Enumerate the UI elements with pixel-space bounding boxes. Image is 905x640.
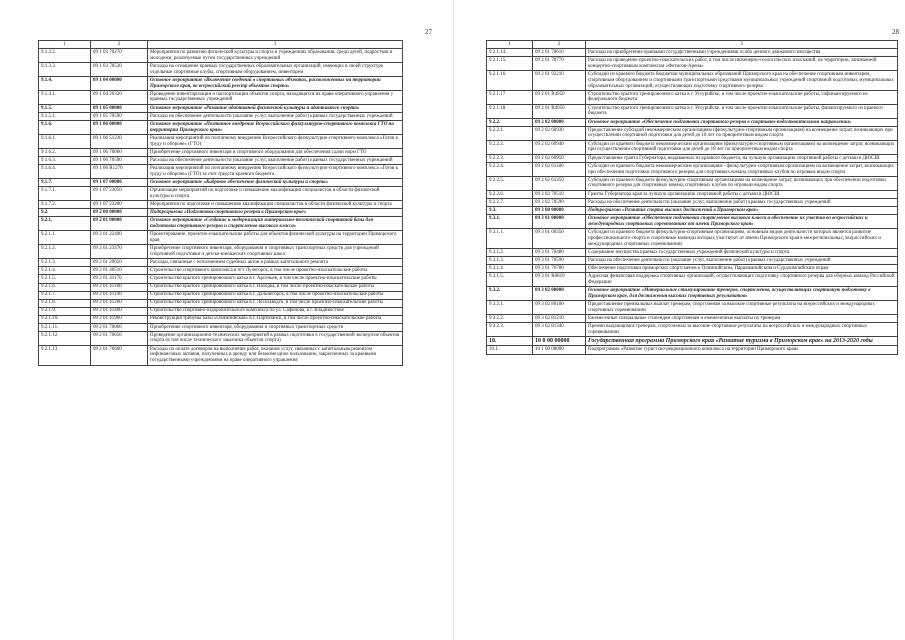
row-description: Строительство спортивно-оздоровительного комплекса по ул. Сафонова, в г. Владивостоке [148,307,403,315]
budget-table [486,40,898,355]
row-budget-code: 09 1 06 00000 [91,121,148,135]
table-row [487,257,898,265]
row-budget-code: 09 1 06 70590 [91,157,148,165]
table-row [487,140,898,154]
row-budget-code: 09 2 01 00000 [91,217,148,231]
row-code: 9.2.2.7. [487,199,533,207]
row-code: 9.3.1.1. [487,229,533,249]
table-row [39,299,403,307]
row-code: 9.2. [39,209,91,217]
row-description: Проведение организационно-технических мероприятий в рамках подготовки к государственной экспертизе объектов спорта (в том числе технического заказчика объектов спорта) [148,331,403,345]
row-budget-code: 09 1 06 70060 [91,149,148,157]
row-budget-code: 10 0 00 00000 [533,337,586,346]
row-code: 9.2.1.2. [39,245,91,259]
row-code: 9.2.1.7. [39,291,91,299]
row-code: 9.2.2. [487,118,533,126]
page-number: 27 [425,28,432,36]
row-description: Расходы на оснащение краевых государственных образовательных организаций, имеющих в своей структуре отдельные спортивные клубы, спортивным оборудованием, инвентарем [148,63,403,77]
table-row [487,154,898,162]
row-code: 9.3.2.2. [487,315,533,323]
row-description: Реконструкция трибуны базы «Олимпийская» в г. Партизанск, в том числе проектно-изыскательские работы [148,315,403,323]
row-description: Строительство крытого тренировочного катка в г. Лесозаводск, в том числе проектно-изыскательские работы [148,299,403,307]
row-code: 9.2.2.2. [487,140,533,154]
row-description: Приобретение спортивного инвентаря, оборудования и спортивных транспортных средств для учреждений спортивной подготовки и детско-юношеских спортивных школ [148,245,403,259]
row-description: Субсидии из краевого бюджета бюджетам муниципальных образований Приморского края на обеспечение спортивным инвентарем, спортивным оборудованием и спортивными транспортными средствами муниципальных учреждений спортивной подготовки, муниципальных образовательных организаций, осуществляющих подготовку спортивного резерва [586,71,898,91]
right-page [453,0,905,640]
table-row [487,207,898,215]
row-description: Строительство крытого тренировочного катка в г. Уссурийске, в том числе проектно-изыскательские работы, финансируемого из краевого бюджета [586,104,898,118]
row-description: Основное мероприятие «Поэтапное внедрение Всероссийского физкультурно-спортивного комплекса ГТО на территории Приморского края» [148,121,403,135]
row-description: Строительство спортивного комплекса в пгт Лучегорск, в том числе проектно-изыскательские работы [148,267,403,275]
row-description: Организация мероприятий по подготовке и повышению квалификации специалистов в области физической культуры и спорта [148,187,403,201]
row-budget-code: 09 1 06 R1270 [91,165,148,179]
row-budget-code: 09 2 01 70650 [91,331,148,345]
row-code: 9.1.5. [39,104,91,112]
row-description: Строительство крытого тренировочного катка в г. Находка, в том числе проектно-изыскательские работы [148,283,403,291]
row-description: Основное мероприятие «Создание и модернизация материально-технической спортивной базы для подготовки спортивного резерва и спортсменов высокого класса» [148,217,403,231]
row-code: 9.3.2.3. [487,323,533,337]
row-code: 9.3.1. [487,215,533,229]
table-row [487,215,898,229]
row-description: Мероприятия по развитию физической культуры и спорта в учреждениях образования, среди детей, подростков и молодежи, реализуемые путем государственных учреждений [148,49,403,63]
row-description: Премии выдающимся тренерам, спортсменам за высокие спортивные результаты на всероссийских и международных спортивных соревнованиях [586,323,898,337]
table-row [39,187,403,201]
table-row [39,209,403,217]
row-budget-code: 09 2 01 92210 [533,71,586,91]
row-description: Предоставление субсидий некоммерческим организациям (физкультурно-спортивным организациям) на возмещение затрат, возникающих при осуществлении спортивной подготовки для детей до 18 лет по приоритетным видам спорта [586,127,898,141]
row-code: 9.2.1.1. [39,231,91,245]
table-row [39,104,403,112]
row-code: 9.2.1.8. [39,299,91,307]
row-budget-code: 09 2 01 41400 [91,307,148,315]
table-row [39,165,403,179]
row-code: 9.1.6.1. [39,135,91,149]
row-budget-code: 09 3 01 70780 [533,265,586,273]
row-budget-code: 10 1 00 00000 [533,346,586,354]
row-budget-code: 09 2 01 R4950 [533,90,586,104]
row-code: 9.1.7.1. [39,187,91,201]
row-description: Субсидии из краевого бюджета некоммерческим организациям - физкультурно-спортивным организациям на возмещение затрат, возникающих при обеспечении подготовки спортивного резерва для спортивных команд спортивных клубов по игровым видам спорта [586,163,898,177]
table-row [39,201,403,209]
row-code: 9.2.2.1. [487,127,533,141]
row-budget-code: 09 2 02 70510 [533,190,586,198]
row-budget-code: 09 2 02 60940 [533,140,586,154]
row-code: 9.1.4.1. [39,90,91,104]
table-row [487,104,898,118]
row-code: 9.1.3.2. [39,49,91,63]
row-description: Основное мероприятие «Развитие адаптивной физической культуры и адаптивного спорта» [148,104,403,112]
row-budget-code: 09 1 06 51230 [91,135,148,149]
table-row [39,90,403,104]
table-row [487,249,898,257]
column-header: 3 [586,41,898,49]
row-code: 9.2.1.17. [487,90,533,104]
row-description: Предоставление гранта Губернатора, выдаваемых из краевого бюджета, на лучшую организацию спортивной работы с детьми в ДЮСШ [586,154,898,162]
table-row [487,229,898,249]
row-code: 9.2.1.16. [487,71,533,91]
table-row [39,77,403,91]
table-row [487,337,898,346]
row-description: Мероприятия по подготовке и повышению квалификации специалистов в области физической культуры и спорта [148,201,403,209]
row-code: 9.2.1.11. [39,323,91,331]
row-description: Основное мероприятие «Обеспечение подготовки спортивного резерва в спортивно-подготовительном направлении» [586,118,898,126]
row-description: Основное мероприятие «Обеспечение подготовки спортсменов высокого класса и обеспечение их участия во всероссийских и международных спортивных соревнованиях от имени Приморского края» [586,215,898,229]
row-code: 9.1.6.4. [39,165,91,179]
row-description: Проектирование, проектно-изыскательские работы для объектов физической культуры на территории Приморского края [148,231,403,245]
row-code: 9.1.6. [39,121,91,135]
row-description: Субсидии из краевого бюджета физкультурно-спортивным организациям на возмещение затрат, возникающих при обеспечении подготовки спортивного резерва для спортивных команд спортивных клубов по игровым видам спорта [586,176,898,190]
row-description: Расходы, связанные с исполнением судебных актов в рамках капитального ремонта [148,259,403,267]
row-budget-code: 09 3 01 00000 [533,215,586,229]
table-row [39,315,403,323]
row-code: 9.2.1.4. [39,267,91,275]
row-budget-code: 09 3 02 81210 [533,315,586,323]
row-description: Расходы на обеспечение деятельности (оказание услуг, выполнение работ) краевых государственных учреждений [586,199,898,207]
row-budget-code: 09 3 01 70590 [533,257,586,265]
row-budget-code: 09 2 02 60950 [533,154,586,162]
row-description: Строительство крытого тренировочного катка в г. Арсеньев, в том числе проектно-изыскательские работы [148,275,403,283]
row-budget-code: 09 2 01 41960 [91,315,148,323]
row-budget-code: 09 2 02 61350 [533,176,586,190]
row-code: 9.1.7.2. [39,201,91,209]
row-budget-code: 09 1 03 70520 [91,63,148,77]
table-row [487,273,898,287]
row-code: 9.3.2.1. [487,301,533,315]
row-budget-code: 09 1 05 70590 [91,113,148,121]
row-budget-code: 09 3 00 00000 [533,207,586,215]
table-row [39,267,403,275]
row-description: Государственная программа Приморского края «Развитие туризма в Приморском крае» на 2013-2020 годы [586,337,898,346]
row-code: 9.2.1.18. [487,104,533,118]
row-description: Содержание имущества краевых государственных учреждений физической культуры и спорта [586,249,898,257]
row-description: Расходы на приобретение краевыми государственными учреждениями особо ценного движимого имущества [586,49,898,57]
table-row [39,307,403,315]
table-row [39,149,403,157]
table-row [39,121,403,135]
table-row [39,275,403,283]
row-description: Субсидии из краевого бюджета некоммерческим организациям (физкультурно-спортивным организациям) на возмещение затрат, возникающих при осуществлении спортивной подготовки для детей до 18 лет по приоритетным видам спорта [586,140,898,154]
row-code: 9.1.6.2. [39,149,91,157]
row-code: 9.2.1. [39,217,91,231]
table-row [487,163,898,177]
row-budget-code: 09 2 01 70600 [91,345,148,365]
row-budget-code: 09 3 02 81340 [533,323,586,337]
row-budget-code: 09 2 00 00000 [91,209,148,217]
row-description: Расходы на проведение проектно-изыскательских работ, в том числе инженерно-геологических изысканий, на территории, занимаемой концертно-спортивным комплексом «Фетисов-Арена» [586,57,898,71]
table-row [39,49,403,63]
row-description: Приобретение спортивного инвентаря, оборудования и спортивных транспортных средств [148,323,403,331]
row-budget-code: 09 2 01 70770 [533,57,586,71]
page-number: 28 [892,28,899,36]
left-page [0,0,452,640]
row-budget-code: 09 2 02 70590 [533,199,586,207]
row-code: 9.2.1.10. [39,315,91,323]
table-row [39,135,403,149]
table-row [39,345,403,365]
table-row [487,346,898,354]
row-budget-code: 09 1 07 23050 [91,187,148,201]
row-budget-code: 09 1 03 70270 [91,49,148,63]
row-budget-code: 09 2 01 41200 [91,299,148,307]
row-budget-code: 09 2 01 70610 [533,49,586,57]
row-description: Обеспечение подготовки приморских спортсменов к Олимпийским, Паралимпийским и Сурдлимпийским играм [586,265,898,273]
table-row [39,63,403,77]
row-budget-code: 09 2 01 R4950 [533,104,586,118]
row-description: Расходы по оплате договоров на выполнение работ, оказание услуг, связанных с капитальным ремонтом нефинансовых активов, полученных в аренду или безвозмездное пользование, закрепленных за краевыми государственными учреждениями на праве оперативного управления [148,345,403,365]
row-code: 9.2.1.13. [39,345,91,365]
row-description: Адресная финансовая поддержка спортивных организаций, осуществляющих подготовку спортивного резерва для сборных команд Российской Федерации [586,273,898,287]
row-code: 9.2.2.4. [487,163,533,177]
row-description: Основное мероприятие «Материальное стимулирование тренеров, спортсменов, осуществляющих спортивную подготовку в Приморском крае, для достижения высоких спортивных результатов» [586,287,898,301]
row-code: 9.3.1.4. [487,265,533,273]
table-row [487,118,898,126]
table-row [39,231,403,245]
row-budget-code: 09 2 01 41170 [91,275,148,283]
row-code: 9.2.1.3. [39,259,91,267]
column-header: 1 [487,41,533,49]
table-row [39,245,403,259]
row-budget-code: 09 2 01 41180 [91,283,148,291]
table-row [487,49,898,57]
table-row [39,291,403,299]
table-row [39,331,403,345]
row-budget-code: 09 3 02 00000 [533,287,586,301]
table-row [39,157,403,165]
table-row [39,259,403,267]
row-code: 9.2.1.5. [39,275,91,283]
row-code: 9.2.2.5. [487,176,533,190]
row-description: Подпрограмма «Развитие спорта высших достижений в Приморском крае» [586,207,898,215]
row-description: Расходы на обеспечение деятельности (оказание услуг, выполнение работ) краевых государственных учреждений [148,113,403,121]
row-budget-code: 09 2 02 60930 [533,127,586,141]
table-row [487,315,898,323]
row-code: 9.1.5.1. [39,113,91,121]
row-description: Расходы на обеспечение деятельности (оказание услуг, выполнение работ) краевых государственных учреждений [586,257,898,265]
row-code: 10. [487,337,533,346]
table-row [487,199,898,207]
row-code: 9.1.6.3. [39,157,91,165]
row-code: 9.1.3.3. [39,63,91,77]
table-row [487,57,898,71]
table-row [487,176,898,190]
table-row [487,323,898,337]
column-header: 3 [148,41,403,49]
row-code: 9.3.1.3. [487,257,533,265]
row-budget-code: 09 1 05 00000 [91,104,148,112]
table-row [487,301,898,315]
row-description: Основное мероприятие «Кадровое обеспечение физической культуры и спорта» [148,179,403,187]
row-description: Ежемесячные специальные стипендии спортсменам и ежемесячные выплаты их тренерам [586,315,898,323]
row-budget-code: 09 2 02 61180 [533,163,586,177]
row-budget-code: 09 3 02 80100 [533,301,586,315]
column-header: 1 [39,41,91,49]
table-row [487,90,898,104]
row-budget-code: 09 2 01 29050 [91,259,148,267]
row-budget-code: 09 2 01 41190 [91,291,148,299]
table-row [39,217,403,231]
row-code: 9.2.1.14. [487,49,533,57]
row-code: 9.1.4. [39,77,91,91]
table-row [39,179,403,187]
table-header-row [487,41,898,49]
row-code: 9.3. [487,207,533,215]
row-budget-code: 09 1 07 23200 [91,201,148,209]
table-row [487,265,898,273]
table-row [39,113,403,121]
row-code: 9.2.1.12. [39,331,91,345]
row-code: 10.1. [487,346,533,354]
row-code: 9.2.2.6. [487,190,533,198]
table-row [487,190,898,198]
row-budget-code: 09 2 01 23470 [91,245,148,259]
column-header: 2 [533,41,586,49]
budget-table [38,40,403,366]
row-budget-code: 09 3 01 60350 [533,229,586,249]
row-description: Подпрограмма «Подготовка спортивного резерва в Приморском крае» [148,209,403,217]
row-description: Расходы на обеспечение деятельности (оказание услуг, выполнение работ) краевых государственных учреждений [148,157,403,165]
column-header: 2 [91,41,148,49]
row-code: 9.1.7. [39,179,91,187]
row-description: Приобретение спортивного инвентаря и спортивного оборудования для обеспечения сдачи норм ГТО [148,149,403,157]
row-description: Проведение инвентаризации и паспортизации объектов спорта, находящихся на праве оперативного управления у краевых государственных учреждений [148,90,403,104]
row-budget-code: 09 2 02 00000 [533,118,586,126]
row-code: 9.2.2.3. [487,154,533,162]
row-description: Подпрограмма «Развитие туристско-рекреационного комплекса на территории Приморского края» [586,346,898,354]
row-description: Строительство крытого тренировочного катка в г. Дальнегорск, в том числе проектно-изыскательские работы [148,291,403,299]
row-budget-code: 09 2 01 70060 [91,323,148,331]
row-budget-code: 09 1 07 00000 [91,179,148,187]
row-budget-code: 09 1 04 20320 [91,90,148,104]
table-row [487,71,898,91]
row-description: Предоставление премиальных выплат тренерам, спортсменам за высокие спортивные результаты на всероссийских и международных спортивных соревнованиях [586,301,898,315]
table-row [487,287,898,301]
row-budget-code: 09 3 01 R0810 [533,273,586,287]
table-row [39,323,403,331]
row-code: 9.2.1.6. [39,283,91,291]
table-header-row [39,41,403,49]
row-budget-code: 09 3 01 70480 [533,249,586,257]
table-row [39,283,403,291]
row-description: Реализация мероприятий по поэтапному внедрению Всероссийского физкультурно-спортивного комплекса «Готов к труду и обороне» (ГТО) [148,135,403,149]
row-budget-code: 09 1 04 00000 [91,77,148,91]
row-description: Субсидии из краевого бюджета физкультурно-спортивным организациям, основным видом деятельности которых является развитие профессионального спорта и спортивные команды которых участвуют от имени Приморского края в межрегиональных, всероссийских и международных спортивных соревнованиях [586,229,898,249]
row-description: Основное мероприятие «Включение сведений о спортивных объектах, расположенных на территории Приморского края, во всероссийский реестр объектов спорта» [148,77,403,91]
row-code: 9.2.1.15. [487,57,533,71]
row-code: 9.3.2. [487,287,533,301]
row-description: Реализация мероприятий по поэтапному внедрению Всероссийского физкультурно-спортивного комплекса «Готов к труду и обороне» (ГТО) за счет средств краевого бюджета [148,165,403,179]
row-code: 9.3.1.5. [487,273,533,287]
row-budget-code: 09 2 01 40510 [91,267,148,275]
row-description: Гранты Губернатора края за лучшую организацию спортивной работы с детьми в ДЮСШ [586,190,898,198]
table-row [487,127,898,141]
row-code: 9.2.1.9. [39,307,91,315]
row-code: 9.3.1.2. [487,249,533,257]
row-description: Строительство крытого тренировочного катка в г. Уссурийске, в том числе проектно-изыскательские работы, софинансируемого из федерального бюджета [586,90,898,104]
row-budget-code: 09 2 01 22400 [91,231,148,245]
